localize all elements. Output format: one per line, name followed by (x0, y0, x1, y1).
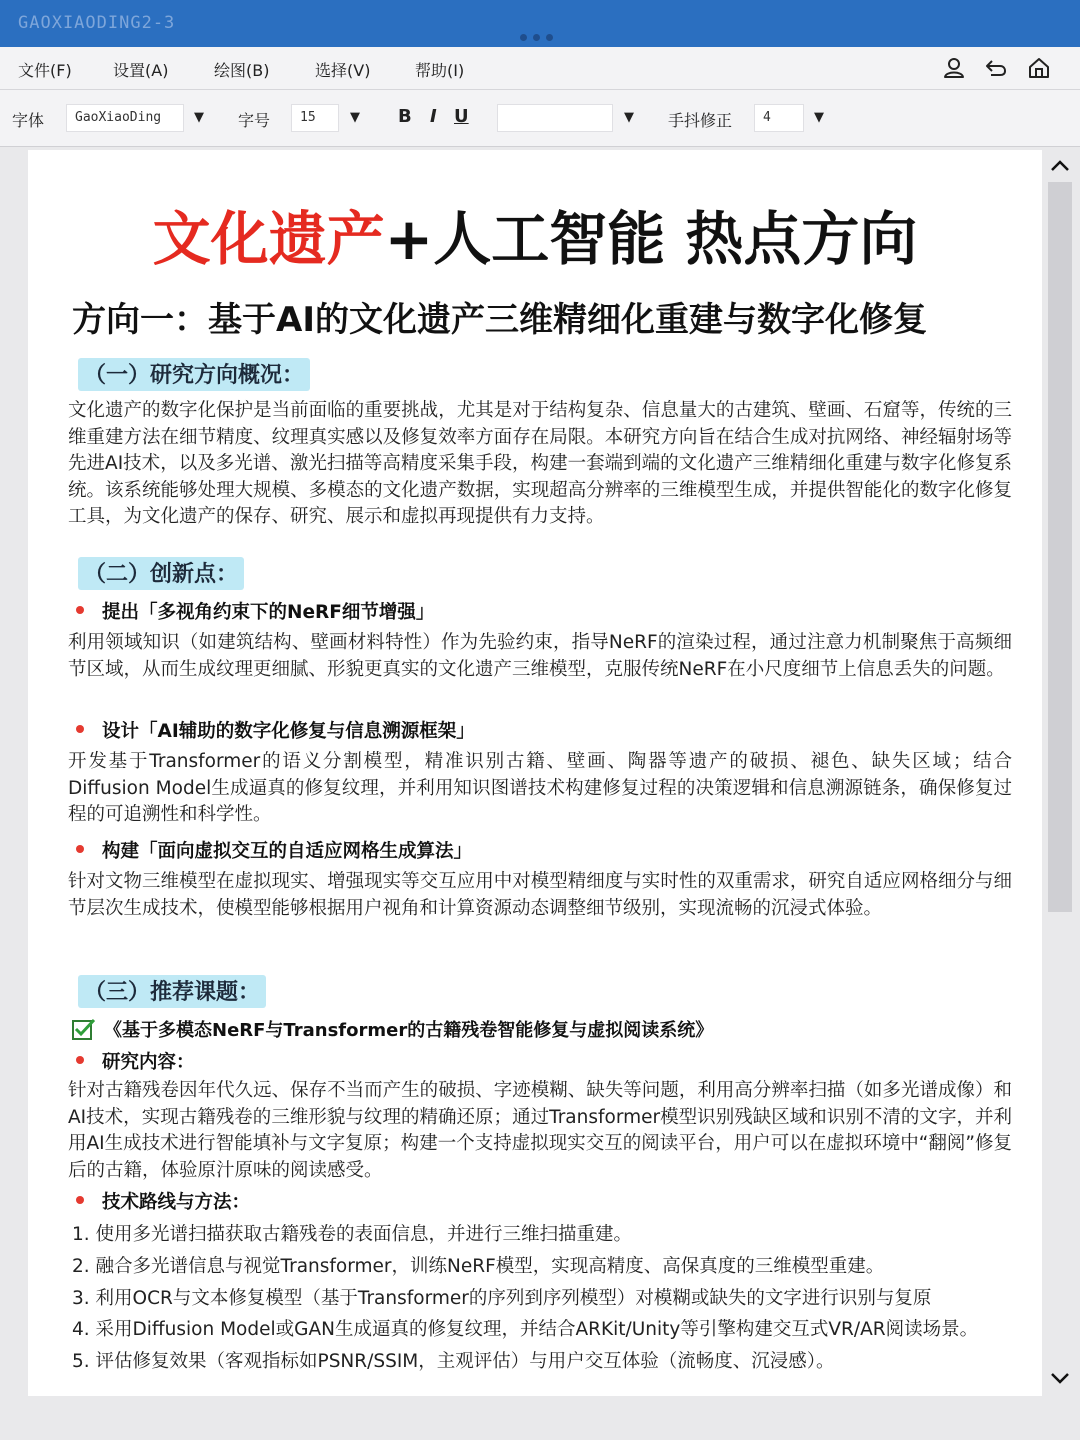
method-label: 技术路线与方法： (76, 1188, 250, 1214)
menu-file[interactable]: 文件(F) (18, 61, 72, 80)
innovation-body: 针对文物三维模型在虚拟现实、增强现实等交互应用中对模型精细度与实时性的双重需求，研究自适应网格细分与细节层次生成技术，使模型能够根据用户视角和计算资源动态调整细节级别，实现流畅的沉浸式体验。 (68, 871, 1012, 919)
menu-settings[interactable]: 设置(A) (113, 61, 169, 80)
research-body: 针对古籍残卷因年代久远、保存不当而产生的破损、字迹模糊、缺失等问题，利用高分辨率扫描（如多光谱成像）和AI技术，实现古籍残卷的三维形貌与纹理的精确还原；通过Transformer模型识别残缺区域和识别不清的文字，并利用AI生成技术进行智能填补与文字复原；构建一个支持虚拟现实交互的阅读平台，用户可以在虚拟环境中“翻阅”修复后的古籍，体验原汁原味的阅读感受。 (68, 1080, 1012, 1181)
undo-icon[interactable] (983, 55, 1009, 81)
user-icon[interactable] (941, 55, 967, 81)
section-topic-heading: （三）推荐课题： (78, 975, 266, 1008)
app-title: GAOXIAODING2-3 (18, 13, 176, 33)
innovation-title: 构建「面向虚拟交互的自适应网格生成算法」 (76, 837, 472, 863)
method-step: 3. 利用OCR与文本修复模型（基于Transformer的序列到序列模型）对模糊或缺失的文字进行识别与复原 (72, 1288, 932, 1309)
bullet-dot-icon (76, 1196, 84, 1204)
topic-title: 《基于多模态NeRF与Transformer的古籍残卷智能修复与虚拟阅读系统》 (72, 1016, 713, 1042)
section-overview-heading: （一）研究方向概况： (78, 358, 310, 391)
window-dots-icon[interactable] (520, 26, 559, 45)
menu-draw[interactable]: 绘图(B) (214, 61, 270, 80)
bullet-dot-icon (76, 725, 84, 733)
innovation-title: 设计「AI辅助的数字化修复与信息溯源框架」 (76, 717, 475, 743)
home-icon[interactable] (1026, 55, 1052, 81)
underline-button[interactable]: U (454, 106, 469, 127)
method-step: 1. 使用多光谱扫描获取古籍残卷的表面信息，并进行三维扫描重建。 (72, 1224, 633, 1245)
font-label: 字体 (12, 111, 45, 130)
size-select[interactable]: 15 (291, 104, 339, 132)
title-bar (0, 0, 1080, 47)
bold-button[interactable]: B (398, 106, 412, 127)
page-title (28, 192, 1042, 276)
size-dropdown-icon[interactable]: ▼ (350, 110, 360, 125)
innovation-title: 提出「多视角约束下的NeRF细节增强」 (76, 598, 434, 624)
color-dropdown-icon[interactable]: ▼ (624, 110, 634, 125)
document-canvas[interactable] (28, 150, 1042, 1396)
menu-bar (0, 47, 1080, 90)
italic-button[interactable]: I (430, 106, 437, 127)
title-rest: +人工智能 热点方向 (384, 205, 918, 273)
section-innovation-heading: （二）创新点： (78, 557, 244, 590)
bullet-dot-icon (76, 606, 84, 614)
font-select[interactable]: GaoXiaoDing (66, 104, 184, 132)
scroll-up-icon[interactable] (1045, 152, 1075, 180)
menu-help[interactable]: 帮助(I) (415, 61, 465, 80)
overview-paragraph: 文化遗产的数字化保护是当前面临的重要挑战，尤其是对于结构复杂、信息量大的古建筑、壁画、石窟等，传统的三维重建方法在细节精度、纹理真实感以及修复效率方面存在局限。本研究方向旨在结合生成对抗网络、神经辐射场等先进AI技术，以及多光谱、激光扫描等高精度采集手段，构建一套端到端的文化遗产三维精细化重建与数字化修复系统。该系统能够处理大规模、多模态的文化遗产数据，实现超高分辨率的三维模型生成，并提供智能化的数字化修复工具，为文化遗产的保存、研究、展示和虚拟再现提供有力支持。 (68, 400, 1012, 527)
jitter-label: 手抖修正 (668, 111, 733, 130)
jitter-select[interactable]: 4 (754, 104, 804, 132)
jitter-dropdown-icon[interactable]: ▼ (814, 110, 824, 125)
vertical-scrollbar[interactable] (1045, 150, 1075, 1396)
method-step: 2. 融合多光谱信息与视觉Transformer，训练NeRF模型，实现高精度、高保真度的三维模型重建。 (72, 1256, 885, 1277)
format-toolbar (0, 90, 1080, 147)
method-step: 5. 评估修复效果（客观指标如PSNR/SSIM，主观评估）与用户交互体验（流畅度、沉浸感）。 (72, 1351, 835, 1372)
checkbox-checked-icon (72, 1018, 96, 1040)
size-label: 字号 (238, 111, 271, 130)
bullet-dot-icon (76, 845, 84, 853)
scroll-thumb[interactable] (1048, 182, 1072, 912)
innovation-body: 开发基于Transformer的语义分割模型，精准识别古籍、壁画、陶器等遗产的破损、褪色、缺失区域；结合Diffusion Model生成逼真的修复纹理，并利用知识图谱技术构建修复过程的决策逻辑和信息溯源链条，确保修复过程的可追溯性和科学性。 (68, 751, 1012, 825)
font-dropdown-icon[interactable]: ▼ (194, 110, 204, 125)
color-select[interactable] (497, 104, 613, 132)
bullet-dot-icon (76, 1056, 84, 1064)
method-step: 4. 采用Diffusion Model或GAN生成逼真的修复纹理，并结合ARKit/Unity等引擎构建交互式VR/AR阅读场景。 (72, 1319, 979, 1340)
innovation-body: 利用领域知识（如建筑结构、壁画材料特性）作为先验约束，指导NeRF的渲染过程，通过注意力机制聚焦于高频细节区域，从而生成纹理更细腻、形貌更真实的文化遗产三维模型，克服传统NeRF在小尺度细节上信息丢失的问题。 (68, 632, 1012, 680)
title-highlight: 文化遗产 (152, 205, 385, 273)
direction-heading: 方向一：基于AI的文化遗产三维精细化重建与数字化修复 (72, 300, 927, 340)
scroll-down-icon[interactable] (1045, 1364, 1075, 1392)
research-label: 研究内容： (76, 1048, 195, 1074)
menu-select[interactable]: 选择(V) (315, 61, 371, 80)
